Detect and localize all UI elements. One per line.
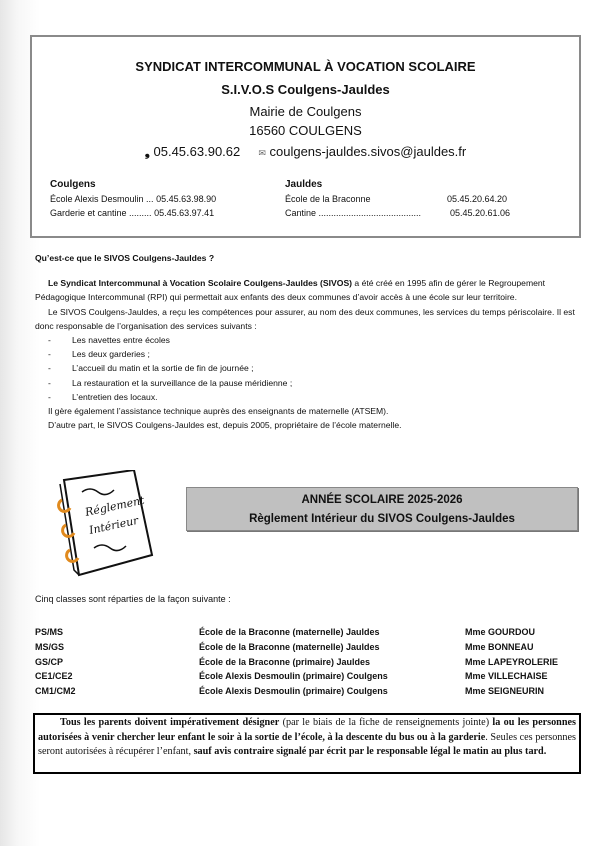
contact-row bbox=[50, 206, 216, 220]
contact-header-box bbox=[30, 35, 581, 238]
email-icon: ✉ bbox=[258, 148, 266, 158]
class-teacher: Mme SEIGNEURIN bbox=[465, 686, 545, 697]
notice-text-1: (par le biais de la fiche de renseignements jointe) bbox=[279, 717, 493, 728]
class-level: PS/MS bbox=[35, 627, 64, 637]
contact-phone: 05.45.63.98.90 bbox=[156, 194, 217, 204]
intro-p1-text: a été créé en 1995 afin de gérer le Regroupement Pédagogique Intercommunal (RPI) qui permettait aux enfants des deux communes d’avoir accès à une école sur leur territoire. bbox=[35, 278, 546, 303]
class-row bbox=[35, 625, 558, 640]
header-address-2: 16560 COULGENS bbox=[249, 123, 362, 138]
jauldes-heading: Jauldes bbox=[285, 179, 323, 190]
notice-bold-3: sauf avis contraire signalé par écrit par le responsable légal le matin au plus tard. bbox=[193, 746, 547, 757]
contact-phone: 05.45.63.97.41 bbox=[154, 208, 215, 218]
header-subtitle: S.I.V.O.S Coulgens-Jauldes bbox=[221, 82, 390, 97]
coulgens-heading: Coulgens bbox=[50, 179, 96, 190]
class-row bbox=[35, 669, 558, 684]
service-label: L’entretien des locaux. bbox=[72, 391, 158, 402]
intro-paragraph-2: Le SIVOS Coulgens-Jauldes, a reçu les compétences pour assurer, au nom des deux communes, les services du temps périscolaire. Il est donc responsable de l’organisation des services suivants : bbox=[35, 306, 575, 331]
classes-intro: Cinq classes sont réparties de la façon suivante : bbox=[35, 594, 231, 604]
contact-phone: 05.45.20.61.06 bbox=[450, 208, 511, 218]
services-list bbox=[35, 333, 583, 404]
class-school: École de la Braconne (maternelle) Jauldes bbox=[199, 641, 380, 652]
header-address-1: Mairie de Coulgens bbox=[249, 104, 362, 119]
jauldes-contacts bbox=[285, 178, 555, 220]
class-level: CE1/CE2 bbox=[35, 671, 73, 682]
class-level: GS/CP bbox=[35, 656, 64, 667]
school-year-banner bbox=[186, 487, 578, 531]
intro-paragraph-3: Il gère également l’assistance technique auprès des enseignants de maternelle (ATSEM). bbox=[48, 406, 389, 417]
service-label: Les deux garderies ; bbox=[72, 349, 150, 360]
class-school: École Alexis Desmoulin (primaire) Coulgens bbox=[199, 686, 388, 697]
class-level: MS/GS bbox=[35, 641, 65, 652]
header-phone: 05.45.63.90.62 bbox=[153, 144, 241, 159]
class-row bbox=[35, 640, 558, 655]
reglement-interieur-logo bbox=[34, 470, 154, 580]
contact-label: École de la Braconne bbox=[285, 194, 371, 204]
service-item: - L’entretien des locaux. bbox=[35, 390, 583, 404]
service-item: - La restauration et la surveillance de la pause méridienne ; bbox=[35, 376, 583, 390]
contact-row bbox=[285, 206, 555, 220]
intro-question: Qu’est-ce que le SIVOS Coulgens-Jauldes ? bbox=[35, 253, 215, 263]
contact-label: Cantine ......................................... bbox=[285, 208, 422, 218]
notice-text-2: . Seules ces personnes seront autorisées à récupérer l’enfant, bbox=[38, 731, 576, 757]
class-row bbox=[35, 655, 558, 670]
pickup-notice-box bbox=[33, 713, 581, 774]
service-item: - Les navettes entre écoles bbox=[35, 333, 583, 347]
coulgens-contacts bbox=[50, 178, 216, 220]
contact-row bbox=[50, 192, 216, 206]
class-school: École de la Braconne (maternelle) Jauldes bbox=[199, 627, 380, 637]
class-school: École Alexis Desmoulin (primaire) Coulgens bbox=[199, 671, 388, 682]
class-teacher: Mme VILLECHAISE bbox=[465, 671, 548, 682]
banner-title: Règlement Intérieur du SIVOS Coulgens-Jauldes bbox=[249, 513, 515, 525]
notice-bold-2: la ou les personnes autorisées à venir chercher leur enfant le soir à la sortie de l’école, à la descente du bus ou à la garderie bbox=[38, 717, 576, 743]
service-label: Les navettes entre écoles bbox=[72, 335, 170, 346]
service-label: La restauration et la surveillance de la pause méridienne ; bbox=[72, 377, 293, 388]
service-item: - Les deux garderies ; bbox=[35, 347, 583, 361]
header-email[interactable]: coulgens-jauldes.sivos@jauldes.fr bbox=[269, 144, 467, 159]
service-label: L’accueil du matin et la sortie de fin de journée ; bbox=[72, 363, 254, 374]
contact-label: Garderie et cantine ......... bbox=[50, 208, 152, 218]
class-level: CM1/CM2 bbox=[35, 686, 76, 697]
pickup-notice bbox=[38, 716, 576, 760]
class-teacher: Mme GOURDOU bbox=[465, 627, 536, 637]
contact-row bbox=[285, 192, 555, 206]
class-teacher: Mme LAPEYROLERIE bbox=[465, 656, 559, 667]
header-title: SYNDICAT INTERCOMMUNAL À VOCATION SCOLAIRE bbox=[135, 59, 476, 74]
header-contact-line bbox=[32, 144, 579, 160]
service-item: - L’accueil du matin et la sortie de fin de journée ; bbox=[35, 361, 583, 375]
class-teacher: Mme BONNEAU bbox=[465, 641, 534, 652]
svg-text:Réglement: Réglement bbox=[83, 493, 146, 519]
notice-bold-1: Tous les parents doivent impérativement désigner bbox=[60, 717, 280, 728]
class-school: École de la Braconne (primaire) Jauldes bbox=[199, 656, 371, 667]
intro-p1-bold: Le Syndicat Intercommunal à Vocation Scolaire Coulgens-Jauldes (SIVOS) bbox=[48, 278, 353, 289]
classes-table bbox=[35, 625, 558, 699]
intro-section bbox=[35, 251, 583, 432]
banner-year: ANNÉE SCOLAIRE 2025-2026 bbox=[301, 494, 463, 506]
contact-phone: 05.45.20.64.20 bbox=[447, 194, 508, 204]
class-row bbox=[35, 684, 558, 699]
phone-icon: ❟︎ bbox=[144, 144, 150, 159]
svg-text:Intérieur: Intérieur bbox=[87, 513, 140, 537]
intro-paragraph-1 bbox=[35, 276, 583, 304]
intro-paragraph-4: D’autre part, le SIVOS Coulgens-Jauldes est, depuis 2005, propriétaire de l’école maternelle. bbox=[48, 420, 402, 431]
contact-label: École Alexis Desmoulin ... bbox=[50, 194, 154, 204]
